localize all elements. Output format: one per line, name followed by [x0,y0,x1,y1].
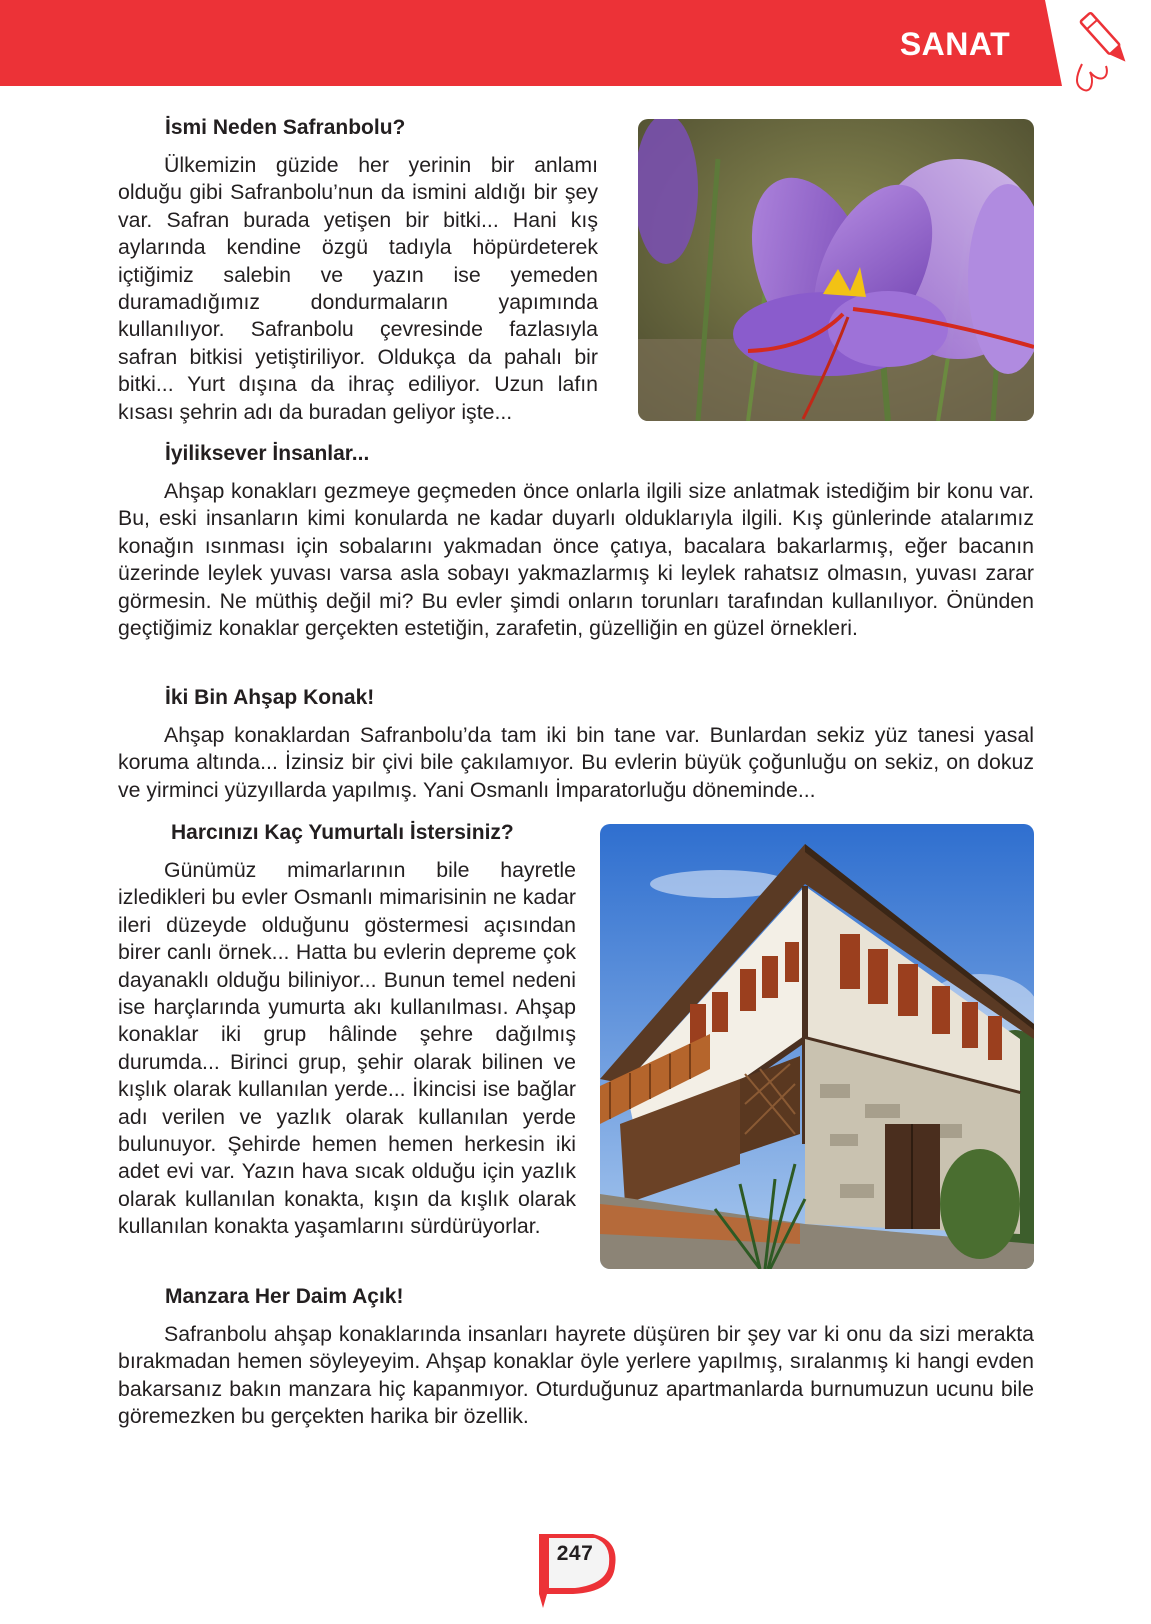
saffron-flower-photo [638,119,1034,421]
section-paragraph-wooden-mansions: Ahşap konaklardan Safranbolu’da tam iki bin tane var. Bunlardan sekiz yüz tanesi yasal koruma altında... İzinsiz bir çivi bile çakılamıyor. Bu evlerin büyük çoğunluğu on sekiz, on dokuz ve yirminci yüzyıllarda yapılmış. Yani Osmanlı İmparatorluğu döneminde... [118,723,1034,802]
section-heading-name-origin: İsmi Neden Safranbolu? [165,116,406,139]
section-heading-view: Manzara Her Daim Açık! [165,1285,404,1308]
section-heading-kind-people: İyiliksever İnsanlar... [165,442,370,465]
section-heading-mortar: Harcınızı Kaç Yumurtalı İstersiniz? [171,821,514,844]
section-paragraph-mortar: Günümüz mimarlarının bile hayretle izledikleri bu evler Osmanlı mimarisinin ne kadar ileri düzeyde olduğunu göstermesi açısından birer canlı örnek... Hatta bu evlerin depreme çok dayanaklı olduğu biliniyor... Bunun temel nedeni ise harçlarında yumurta akı kullanılması. Ahşap konaklar iki grup hâlinde şehre dağılmış durumda... Birinci grup, şehir olarak bilinen ve kışlık olarak kullanılan yerde... İkincisi ise bağlar adı verilen ve yazlık olarak kullanılan yerde bulunuyor. Şehirde hemen hemen herkesin iki adet evi var. Yazın hava sıcak olduğu için yazlık olarak kullanılan konakta, kışın da kışlık olarak kullanılan konakta yaşamlarını sürdürüyorlar. [118,858,576,1239]
pen-nib-icon [1070,6,1150,96]
section-paragraph-name-origin: Ülkemizin güzide her yerinin bir anlamı olduğu gibi Safranbolu’nun da ismini aldığı bir şey var. Safran burada yetişen bir bitki... Hani kış aylarında kendine özgü tadıyla höpürdeterek içtiğimiz salebin ve yazın ise yemeden duramadığımız dondurmaların yapımında kullanılıyor. Safranbolu çevresinde fazlasıyla safran bitkisi yetiştiriliyor. Oldukça da pahalı bir bitki... Yurt dışına da ihraç ediliyor. Uzun lafın kısası şehrin adı da buradan geliyor işte... [118,153,598,424]
page-number: 247 [556,1542,594,1565]
section-paragraph-view: Safranbolu ahşap konaklarında insanları hayrete düşüren bir şey var ki onu da sizi merakta bırakmadan hemen söyleyeyim. Ahşap konaklar öyle yerlere yapılmış, sıralanmış ki hangi evden bakarsanız bakın manzara hiç kapanmıyor. Oturduğunuz apartmanlarda burnumuzun ucunu bile göremezken bu gerçekten harika bir özellik. [118,1322,1034,1429]
subject-title: SANAT [899,26,1011,62]
ottoman-mansion-photo [600,824,1034,1269]
page-number-badge [535,1530,625,1610]
section-heading-wooden-mansions: İki Bin Ahşap Konak! [165,686,375,709]
section-paragraph-kind-people: Ahşap konakları gezmeye geçmeden önce onlarla ilgili size anlatmak istediğim bir konu var. Bu, eski insanların kimi konularda ne kadar duyarlı olduklarıyla ilgili. Kış günlerinde atalarımız konağın ısınması için sobalarını yakmadan önce çatıya, bacalara bakarlarmış, eğer bacanın üzerinde leylek yuvası varsa asla sobayı yakmazlarmış ki leylek rahatsız olmasın, yuvası zarar görmesin. Ne müthiş değil mi? Bu evler şimdi onların torunları tarafından kullanılıyor. Önünden geçtiğimiz konaklar gerçekten estetiğin, zarafetin, güzelliğin en güzel örnekleri. [118,479,1034,641]
